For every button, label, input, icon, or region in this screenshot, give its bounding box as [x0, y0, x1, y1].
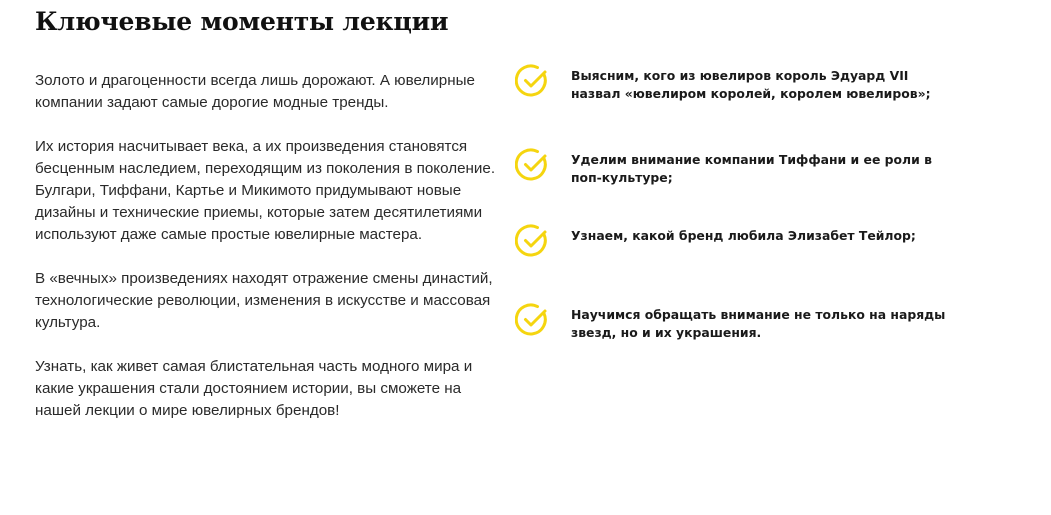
key-point-text: Научимся обращать внимание не только на наряды звезд, но и их украшения.	[571, 307, 946, 340]
section-title: Ключевые моменты лекции	[35, 7, 449, 36]
intro-paragraph-3: В «вечных» произведениях находят отражение смены династий, технологические революции, изменения в искусстве и массовая культура.	[35, 270, 493, 331]
key-point-text: Узнаем, какой бренд любила Элизабет Тейлор;	[571, 228, 916, 243]
check-circle-icon	[515, 224, 549, 258]
key-point-text: Выясним, кого из ювелиров король Эдуард VII назвал «ювелиром королей, королем ювелиров»;	[571, 68, 931, 101]
check-circle-icon	[515, 303, 549, 337]
intro-paragraph-2: Их история насчитывает века, а их произведения становятся бесценным наследием, переходящим из поколения в поколение. Булгари, Тиффани, Картье и Микимото придумывают новые дизайны и технические приемы, которые затем десятилетиями используют даже самые простые ювелирные мастера.	[35, 138, 496, 243]
intro-text	[35, 70, 505, 444]
intro-paragraph-4: Узнать, как живет самая блистательная часть модного мира и какие украшения стали достоянием истории, вы сможете на нашей лекции о мире ювелирных брендов!	[35, 358, 473, 419]
key-point-text: Уделим внимание компании Тиффани и ее роли в поп-культуре;	[571, 152, 932, 185]
check-circle-icon	[515, 64, 549, 98]
intro-paragraph-1: Золото и драгоценности всегда лишь дорожают. А ювелирные компании задают самые дорогие модные тренды.	[35, 72, 475, 111]
check-circle-icon	[515, 148, 549, 182]
